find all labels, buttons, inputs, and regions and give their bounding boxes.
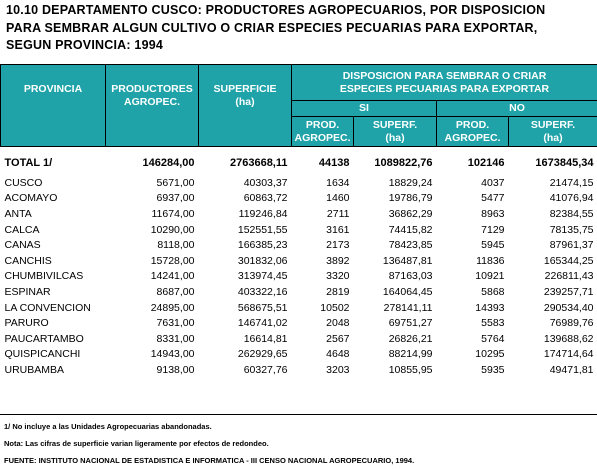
table-row — [1, 237, 597, 253]
table-cell: 2567 — [292, 331, 354, 347]
table-cell: 14393 — [437, 300, 509, 316]
table-row — [1, 269, 597, 285]
province-name: URUBAMBA — [1, 362, 106, 378]
table-cell: 74415,82 — [354, 222, 437, 238]
table-cell: 41076,94 — [509, 191, 597, 207]
table-cell: 60327,76 — [199, 362, 292, 378]
table-cell: 10921 — [437, 269, 509, 285]
table-cell: 16614,81 — [199, 331, 292, 347]
total-row — [1, 147, 597, 170]
table-cell: 8118,00 — [106, 237, 199, 253]
province-name: CANAS — [1, 237, 106, 253]
header-provincia: PROVINCIA — [1, 65, 106, 147]
table-cell: 2711 — [292, 206, 354, 222]
table-cell: 5945 — [437, 237, 509, 253]
table-row — [1, 175, 597, 191]
table-row — [1, 300, 597, 316]
province-name: ACOMAYO — [1, 191, 106, 207]
table-cell: 313974,45 — [199, 269, 292, 285]
table-cell: 568675,51 — [199, 300, 292, 316]
total-no-prod: 102146 — [437, 147, 509, 170]
table-cell: 5583 — [437, 315, 509, 331]
table-cell: 10855,95 — [354, 362, 437, 378]
table-cell: 5477 — [437, 191, 509, 207]
header-no: NO — [437, 101, 597, 117]
table-cell: 10295 — [437, 347, 509, 363]
total-label: TOTAL 1/ — [1, 147, 106, 170]
table-cell: 78423,85 — [354, 237, 437, 253]
title-line-3: SEGUN PROVINCIA: 1994 — [6, 37, 545, 55]
province-name: CHUMBIVILCAS — [1, 269, 106, 285]
header-si-prod: PROD. AGROPEC. — [292, 117, 354, 147]
table-cell: 2173 — [292, 237, 354, 253]
table-cell: 15728,00 — [106, 253, 199, 269]
table-cell: 14241,00 — [106, 269, 199, 285]
table-cell: 87961,37 — [509, 237, 597, 253]
table-cell: 174714,64 — [509, 347, 597, 363]
header-si-superf: SUPERF. (ha) — [354, 117, 437, 147]
page-title — [6, 2, 545, 55]
province-name: ESPINAR — [1, 284, 106, 300]
table-cell: 4037 — [437, 175, 509, 191]
table-cell: 146741,02 — [199, 315, 292, 331]
table-cell: 278141,11 — [354, 300, 437, 316]
table-cell: 14943,00 — [106, 347, 199, 363]
table-cell: 139688,62 — [509, 331, 597, 347]
table-cell: 7129 — [437, 222, 509, 238]
table-cell: 3892 — [292, 253, 354, 269]
table-cell: 87163,03 — [354, 269, 437, 285]
header-productores: PRODUCTORES AGROPEC. — [106, 65, 199, 147]
table-cell: 136487,81 — [354, 253, 437, 269]
title-line-2: PARA SEMBRAR ALGUN CULTIVO O CRIAR ESPECIES PECUARIAS PARA EXPORTAR, — [6, 20, 545, 38]
table-cell: 164064,45 — [354, 284, 437, 300]
province-name: CALCA — [1, 222, 106, 238]
table-cell: 8331,00 — [106, 331, 199, 347]
table-cell: 2048 — [292, 315, 354, 331]
province-name: LA CONVENCION — [1, 300, 106, 316]
bottom-rule — [0, 414, 597, 415]
table-cell: 60863,72 — [199, 191, 292, 207]
table-cell: 40303,37 — [199, 175, 292, 191]
table-row — [1, 315, 597, 331]
table-cell: 3203 — [292, 362, 354, 378]
table-row — [1, 253, 597, 269]
footnote-1: 1/ No incluye a las Unidades Agropecuarias abandonadas. — [4, 418, 414, 435]
table-row — [1, 284, 597, 300]
table-cell: 403322,16 — [199, 284, 292, 300]
table-cell: 119246,84 — [199, 206, 292, 222]
table-cell: 78135,75 — [509, 222, 597, 238]
header-no-prod: PROD. AGROPEC. — [437, 117, 509, 147]
title-line-1: 10.10 DEPARTAMENTO CUSCO: PRODUCTORES AGROPECUARIOS, POR DISPOSICION — [6, 2, 545, 20]
table-cell: 152551,55 — [199, 222, 292, 238]
table-cell: 226811,43 — [509, 269, 597, 285]
header-no-superf: SUPERF. (ha) — [509, 117, 597, 147]
table-row — [1, 362, 597, 378]
table-cell: 8687,00 — [106, 284, 199, 300]
table-cell: 1634 — [292, 175, 354, 191]
table-cell: 21474,15 — [509, 175, 597, 191]
table-cell: 5868 — [437, 284, 509, 300]
table-cell: 262929,65 — [199, 347, 292, 363]
table-cell: 19786,79 — [354, 191, 437, 207]
table-body — [1, 147, 597, 378]
table-cell: 7631,00 — [106, 315, 199, 331]
table-cell: 9138,00 — [106, 362, 199, 378]
province-name: PAUCARTAMBO — [1, 331, 106, 347]
table-cell: 88214,99 — [354, 347, 437, 363]
table-cell: 10290,00 — [106, 222, 199, 238]
table-cell: 5764 — [437, 331, 509, 347]
province-name: CUSCO — [1, 175, 106, 191]
table-row — [1, 222, 597, 238]
table-cell: 301832,06 — [199, 253, 292, 269]
footnote-2: Nota: Las cifras de superficie varian ligeramente por efectos de redondeo. — [4, 435, 414, 452]
province-name: PARURO — [1, 315, 106, 331]
table-cell: 166385,23 — [199, 237, 292, 253]
header-superficie: SUPERFICIE (ha) — [199, 65, 292, 147]
table-cell: 11674,00 — [106, 206, 199, 222]
data-table — [0, 64, 597, 378]
table-cell: 69751,27 — [354, 315, 437, 331]
table-cell: 82384,55 — [509, 206, 597, 222]
table-row — [1, 347, 597, 363]
table-cell: 6937,00 — [106, 191, 199, 207]
footnotes — [4, 418, 414, 469]
header-disposicion: DISPOSICION PARA SEMBRAR O CRIAR ESPECIES PECUARIAS PARA EXPORTAR — [292, 65, 597, 101]
header-si: SI — [292, 101, 437, 117]
province-name: ANTA — [1, 206, 106, 222]
total-si-prod: 44138 — [292, 147, 354, 170]
table-cell: 3320 — [292, 269, 354, 285]
table-row — [1, 191, 597, 207]
table-cell: 165344,25 — [509, 253, 597, 269]
total-superficie: 2763668,11 — [199, 147, 292, 170]
table-cell: 36862,29 — [354, 206, 437, 222]
table-cell: 5935 — [437, 362, 509, 378]
table-cell: 239257,71 — [509, 284, 597, 300]
table-cell: 26826,21 — [354, 331, 437, 347]
table-cell: 4648 — [292, 347, 354, 363]
table-row — [1, 206, 597, 222]
table-cell: 1460 — [292, 191, 354, 207]
source-note: FUENTE: INSTITUTO NACIONAL DE ESTADISTICA E INFORMATICA - III CENSO NACIONAL AGROPECUARIO, 1994. — [4, 452, 414, 469]
total-si-superf: 1089822,76 — [354, 147, 437, 170]
table-cell: 8963 — [437, 206, 509, 222]
table-cell: 49471,81 — [509, 362, 597, 378]
table-cell: 2819 — [292, 284, 354, 300]
total-productores: 146284,00 — [106, 147, 199, 170]
table-header — [1, 65, 597, 147]
table-cell: 76989,76 — [509, 315, 597, 331]
table-row — [1, 331, 597, 347]
province-name: CANCHIS — [1, 253, 106, 269]
table-cell: 18829,24 — [354, 175, 437, 191]
table-cell: 11836 — [437, 253, 509, 269]
table-cell: 5671,00 — [106, 175, 199, 191]
total-no-superf: 1673845,34 — [509, 147, 597, 170]
table-cell: 290534,40 — [509, 300, 597, 316]
table-cell: 3161 — [292, 222, 354, 238]
table-cell: 24895,00 — [106, 300, 199, 316]
table-cell: 10502 — [292, 300, 354, 316]
province-name: QUISPICANCHI — [1, 347, 106, 363]
